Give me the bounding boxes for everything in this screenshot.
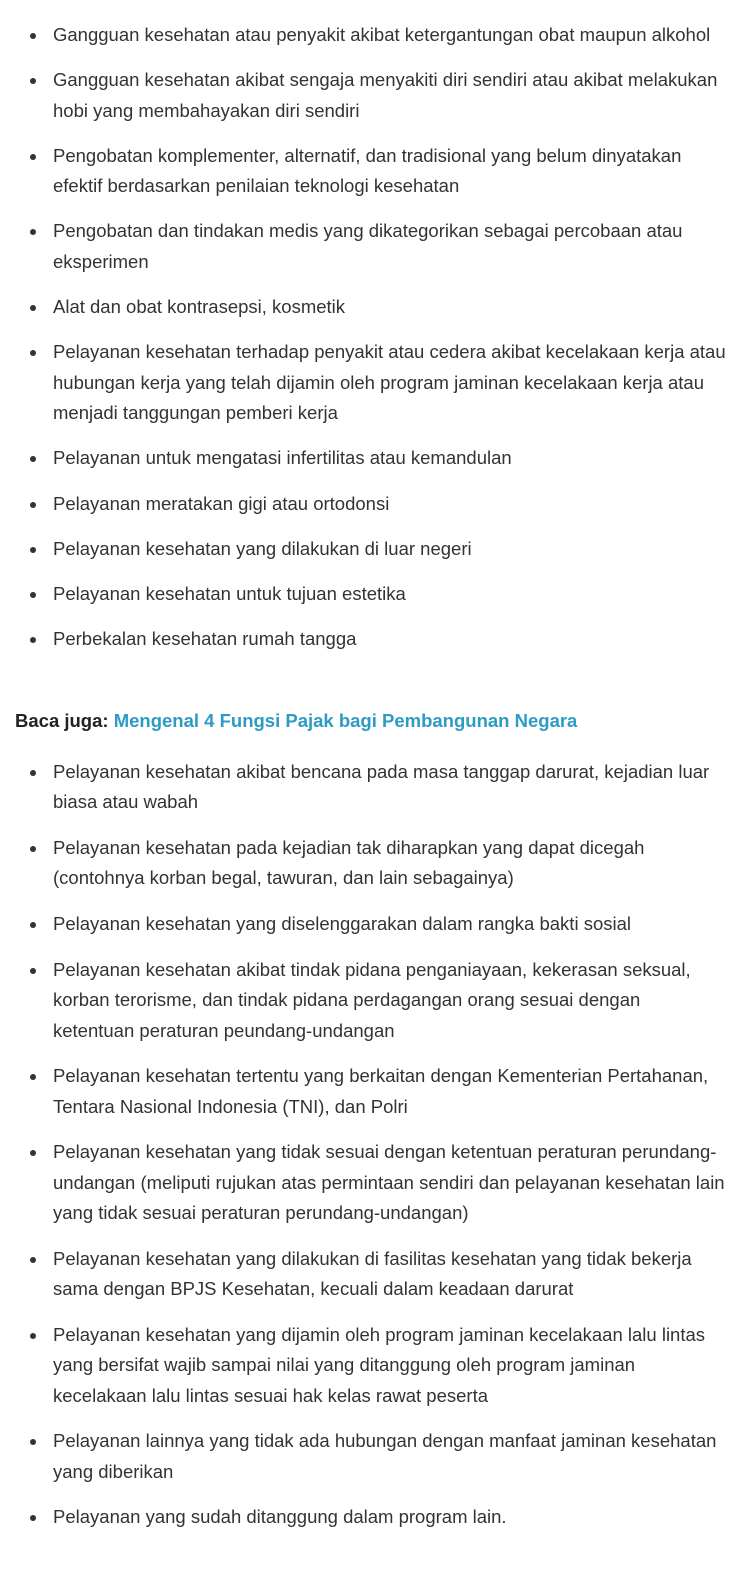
see-also-link[interactable]: Mengenal 4 Fungsi Pajak bagi Pembangunan Negara — [113, 710, 578, 731]
list-item: Pelayanan kesehatan yang diselenggarakan dalam rangka bakti sosial — [0, 909, 750, 939]
list-item: Pelayanan kesehatan akibat tindak pidana penganiayaan, kekerasan seksual, korban terorisme, dan tindak pidana perdagangan orang sesuai dengan ketentuan peraturan peundang-undangan — [0, 955, 750, 1046]
see-also-label: Baca juga: — [15, 710, 109, 731]
exclusion-list-one — [0, 20, 750, 670]
list-item: Pelayanan kesehatan tertentu yang berkaitan dengan Kementerian Pertahanan, Tentara Nasional Indonesia (TNI), dan Polri — [0, 1061, 750, 1122]
list-item: Gangguan kesehatan atau penyakit akibat ketergantungan obat maupun alkohol — [0, 20, 750, 50]
see-also-callout — [15, 706, 577, 736]
list-item: Pelayanan kesehatan yang tidak sesuai dengan ketentuan peraturan perundang-undangan (meliputi rujukan atas permintaan sendiri dan pelayanan kesehatan lain yang tidak sesuai peraturan perundang-undangan) — [0, 1137, 750, 1228]
list-item: Pengobatan dan tindakan medis yang dikategorikan sebagai percobaan atau eksperimen — [0, 216, 750, 277]
list-item: Gangguan kesehatan akibat sengaja menyakiti diri sendiri atau akibat melakukan hobi yang membahayakan diri sendiri — [0, 65, 750, 126]
list-item: Pelayanan untuk mengatasi infertilitas atau kemandulan — [0, 443, 750, 473]
list-item: Pelayanan kesehatan yang dijamin oleh program jaminan kecelakaan lalu lintas yang bersifat wajib sampai nilai yang ditanggung oleh program jaminan kecelakaan lalu lintas sesuai hak kelas rawat peserta — [0, 1320, 750, 1411]
list-item: Pelayanan kesehatan untuk tujuan estetika — [0, 579, 750, 609]
list-item: Pelayanan kesehatan yang dilakukan di luar negeri — [0, 534, 750, 564]
list-item: Pelayanan meratakan gigi atau ortodonsi — [0, 489, 750, 519]
exclusion-list-two — [0, 757, 750, 1548]
list-item: Pelayanan yang sudah ditanggung dalam program lain. — [0, 1502, 750, 1532]
list-item: Pelayanan kesehatan akibat bencana pada masa tanggap darurat, kejadian luar biasa atau wabah — [0, 757, 750, 818]
list-item: Pelayanan kesehatan yang dilakukan di fasilitas kesehatan yang tidak bekerja sama dengan BPJS Kesehatan, kecuali dalam keadaan darurat — [0, 1244, 750, 1305]
list-item: Pelayanan lainnya yang tidak ada hubungan dengan manfaat jaminan kesehatan yang diberikan — [0, 1426, 750, 1487]
list-item: Alat dan obat kontrasepsi, kosmetik — [0, 292, 750, 322]
list-item: Pelayanan kesehatan pada kejadian tak diharapkan yang dapat dicegah (contohnya korban begal, tawuran, dan lain sebagainya) — [0, 833, 750, 894]
list-item: Pelayanan kesehatan terhadap penyakit atau cedera akibat kecelakaan kerja atau hubungan kerja yang telah dijamin oleh program jaminan kecelakaan kerja atau menjadi tanggungan pemberi kerja — [0, 337, 750, 428]
list-item: Pengobatan komplementer, alternatif, dan tradisional yang belum dinyatakan efektif berdasarkan penilaian teknologi kesehatan — [0, 141, 750, 202]
list-item: Perbekalan kesehatan rumah tangga — [0, 624, 750, 654]
